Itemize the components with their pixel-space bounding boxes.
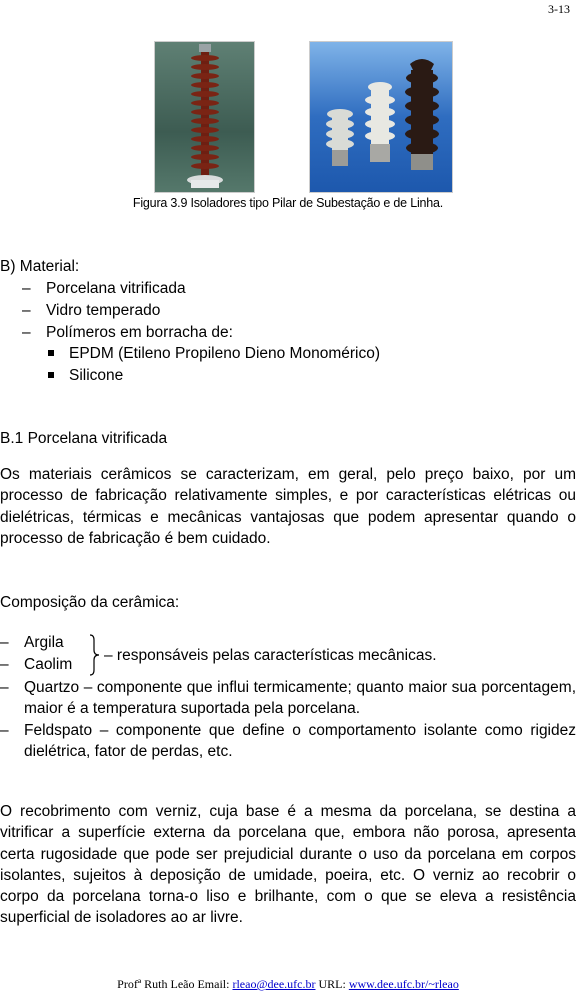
dash-bullet: – xyxy=(22,302,31,319)
section-heading: B.1 Porcelana vitrificada xyxy=(0,430,168,447)
square-bullet-icon xyxy=(48,372,54,378)
footer-email-label: Email: xyxy=(197,977,230,991)
material-subitem: Silicone xyxy=(69,367,124,384)
material-item: Porcelana vitrificada xyxy=(46,280,186,297)
footer-url-label: URL: xyxy=(318,977,346,991)
page-number: 3-13 xyxy=(548,2,570,16)
dash-bullet: – xyxy=(0,679,9,696)
composition-item-caolim: Caolim xyxy=(24,656,73,673)
footer-author: Profª Ruth Leão xyxy=(117,977,195,991)
page-footer xyxy=(0,977,576,992)
material-heading: B) Material: xyxy=(0,258,80,275)
composition-item-argila: Argila xyxy=(24,634,64,651)
line-post-insulators-photo xyxy=(309,41,453,193)
dash-bullet: – xyxy=(22,280,31,297)
paragraph: Os materiais cerâmicos se caracterizam, em geral, pelo preço baixo, por um processo de fabricação relativamente simples, e por características elétricas ou dielétricas, térmicas e mecânicas vantajosas que podem apresentar quando o processo de fabricação é bem cuidado. xyxy=(0,466,576,547)
dash-bullet: – xyxy=(0,634,9,651)
figure-caption: Figura 3.9 Isoladores tipo Pilar de Subestação e de Linha. xyxy=(132,196,444,210)
dash-bullet: – xyxy=(22,324,31,341)
right-brace-icon xyxy=(89,634,101,676)
composition-item-quartzo: Quartzo – componente que influi termicamente; quanto maior sua porcentagem, maior é a temperatura suportada pela porcelana. xyxy=(24,679,576,718)
figure-images xyxy=(150,41,450,191)
material-subitem: EPDM (Etileno Propileno Dieno Monomérico) xyxy=(69,345,380,362)
footer-url-link[interactable]: www.dee.ufc.br/~rleao xyxy=(348,977,459,991)
square-bullet-icon xyxy=(48,350,54,356)
dash-bullet: – xyxy=(0,722,9,739)
material-item: Polímeros em borracha de: xyxy=(46,324,233,341)
composition-item-feldspato: Feldspato – componente que define o comportamento isolante como rigidez dielétrica, fator de perdas, etc. xyxy=(24,722,576,761)
brace-description: – responsáveis pelas características mecânicas. xyxy=(104,647,437,664)
substation-post-insulator-photo xyxy=(154,41,255,193)
dash-bullet: – xyxy=(0,656,9,673)
composition-heading: Composição da cerâmica: xyxy=(0,594,180,611)
paragraph: O recobrimento com verniz, cuja base é a mesma da porcelana, se destina a vitrificar a superfície externa da porcelana que, embora não porosa, apresenta certa rugosidade que pode ser prejudicial durante o uso da porcelana em corpos isolantes, sujeitos à deposição de umidade, poeira, etc. O verniz ao recobrir o corpo da porcelana torna-o liso e brilhante, com o que se eleva a resistência superficial de isoladores ao ar livre. xyxy=(0,803,576,927)
footer-email-link[interactable]: rleao@dee.ufc.br xyxy=(232,977,316,991)
material-item: Vidro temperado xyxy=(46,302,161,319)
